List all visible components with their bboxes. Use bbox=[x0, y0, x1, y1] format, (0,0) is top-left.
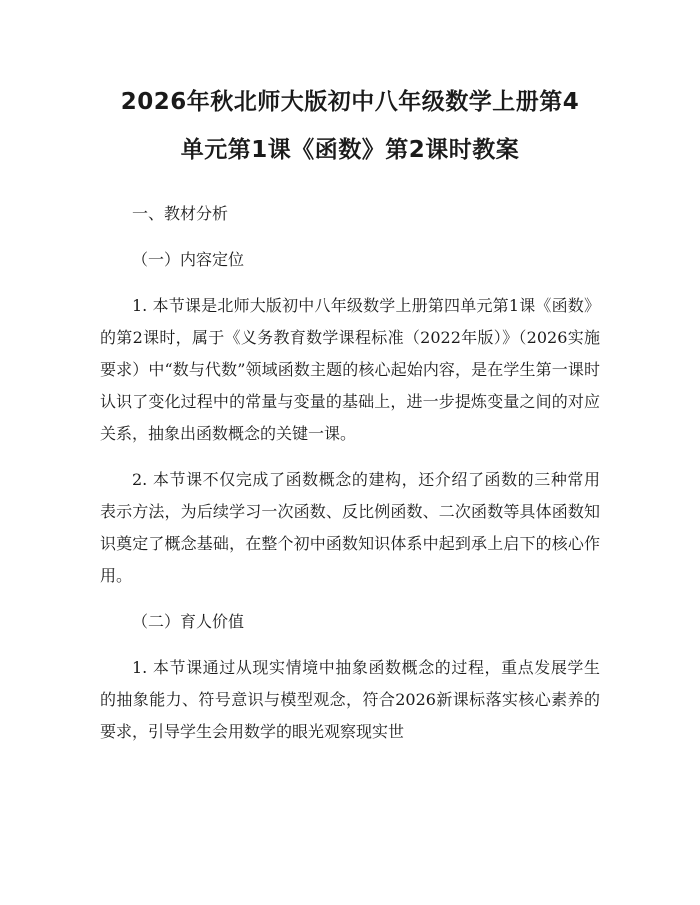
subsection-heading-content-positioning: （一）内容定位 bbox=[132, 250, 245, 269]
paragraph-2: 2. 本节课不仅完成了函数概念的建构，还介绍了函数的三种常用表示方法，为后续学习一次函数、反比例函数、二次函数等具体函数知识奠定了概念基础，在整个初中函数知识体系中起到承上启下的核心作用。 bbox=[100, 470, 600, 585]
section-heading-teaching-material-analysis: 一、教材分析 bbox=[132, 204, 229, 223]
subsection-heading-educational-value: （二）育人价值 bbox=[132, 612, 245, 631]
title-line-2: 单元第1课《函数》第2课时教案 bbox=[180, 137, 520, 163]
paragraph-1: 1. 本节课是北师大版初中八年级数学上册第四单元第1课《函数》的第2课时，属于《义务教育数学课程标准（2022年版）》（2026实施要求）中“数与代数”领域函数主题的核心起始内容，是在学生第一课时认识了变化过程中的常量与变量的基础上，进一步提炼变量之间的对应关系，抽象出函数概念的关键一课。 bbox=[100, 296, 600, 443]
paragraph-3: 1. 本节课通过从现实情境中抽象函数概念的过程，重点发展学生的抽象能力、符号意识与模型观念，符合2026新课标落实核心素养的要求，引导学生会用数学的眼光观察现实世 bbox=[100, 658, 600, 741]
document-title bbox=[100, 78, 600, 174]
title-line-1: 2026年秋北师大版初中八年级数学上册第4 bbox=[120, 89, 580, 115]
